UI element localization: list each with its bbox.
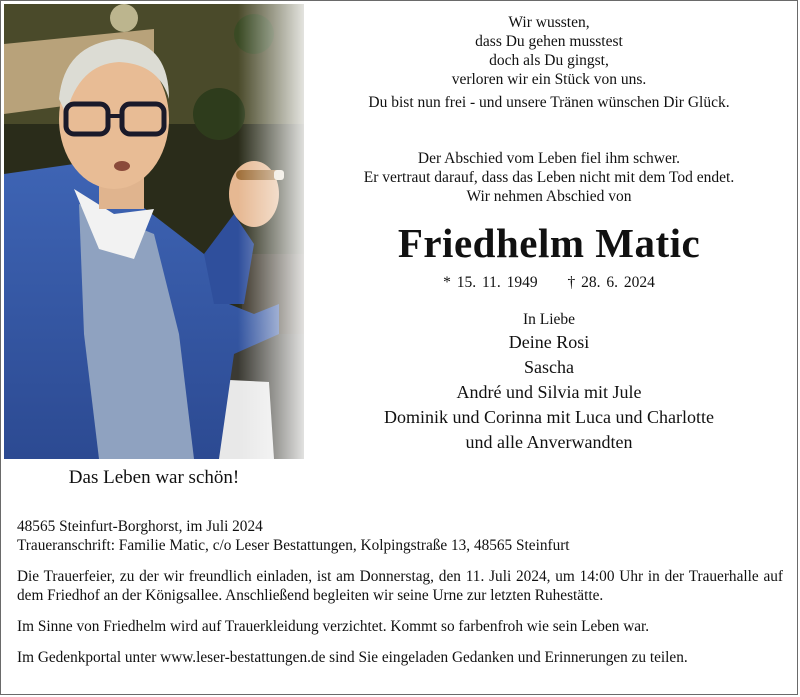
death-date: † 28. 6. 2024 [567,274,655,291]
place-date: 48565 Steinfurt-Borghorst, im Juli 2024 [17,518,263,535]
motto: Das Leben war schön! [68,467,240,488]
family-member: Dominik und Corinna mit Luca und Charlotte [384,407,714,427]
farewell-text [311,149,787,206]
mourning-address: Traueranschrift: Familie Matic, c/o Leser Bestattungen, Kolpingstraße 13, 48565 Steinfurt [17,537,570,554]
family-member: Sascha [524,357,574,377]
poem-line: doch als Du gingst, [489,52,609,69]
dress-code-note: Im Sinne von Friedhelm wird auf Trauerkleidung verzichtet. Kommt so farbenfroh wie sein Leben war. [17,618,650,635]
life-dates [311,274,787,292]
family-signatures [311,310,787,455]
funeral-details [17,517,783,667]
family-member: und alle Anverwandten [465,432,633,452]
poem [311,13,787,112]
farewell-line: Er vertraut darauf, dass das Leben nicht mit dem Tod endet. [363,169,735,186]
family-intro: In Liebe [522,311,576,328]
family-member: Deine Rosi [508,332,590,352]
birth-date: * 15. 11. 1949 [443,274,538,291]
poem-line: Wir wussten, [508,14,590,31]
farewell-line: Wir nehmen Abschied von [466,188,632,205]
ceremony-info: Die Trauerfeier, zu der wir freundlich einladen, ist am Donnerstag, den 11. Juli 2024, um 14:00 Uhr in der Trauerhalle auf dem Friedhof an der Königsallee. Anschließend begleiten wir seine Urne zur letzten Ruhestätte. [17,568,783,604]
portrait-photo-icon [4,4,304,459]
poem-line: dass Du gehen musstest [475,33,623,50]
poem-line: verloren wir ein Stück von uns. [451,71,647,88]
farewell-line: Der Abschied vom Leben fiel ihm schwer. [417,150,681,167]
memorial-portal-note: Im Gedenkportal unter www.leser-bestattungen.de sind Sie eingeladen Gedanken und Erinnerungen zu teilen. [17,649,688,666]
deceased-name: Friedhelm Matic [397,220,701,266]
notice-main-column [311,7,787,455]
family-member: André und Silvia mit Jule [456,382,642,402]
poem-closing: Du bist nun frei - und unsere Tränen wünschen Dir Glück. [368,94,730,111]
